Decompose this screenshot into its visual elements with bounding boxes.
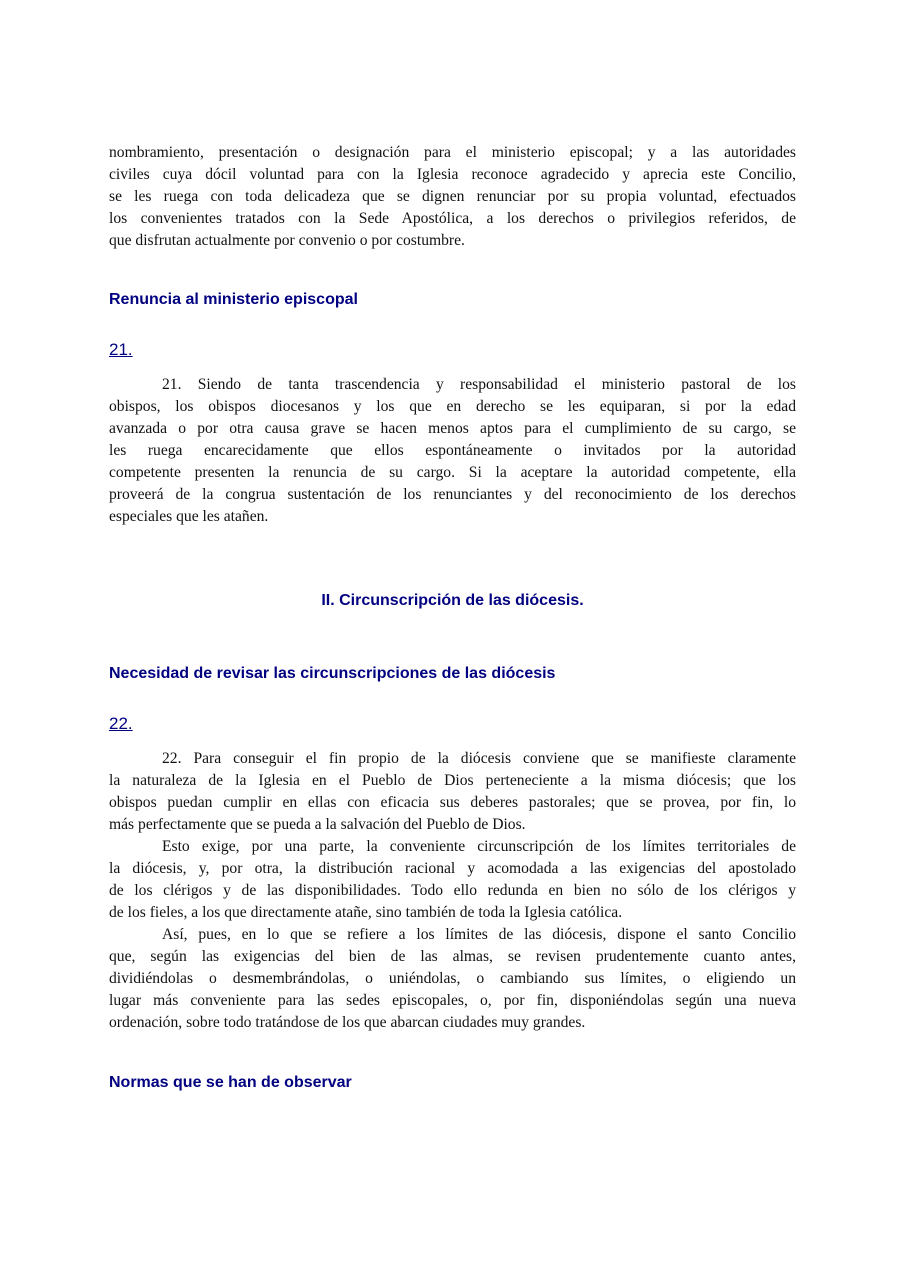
text-line: Así, pues, en lo que se refiere a los límites de las diócesis, dispone el santo Concilio [162,926,796,943]
text-line: les ruega encarecidamente que ellos espontáneamente o invitados por la autoridad [109,442,796,459]
heading-necesidad: Necesidad de revisar las circunscripciones de las diócesis [109,665,556,682]
text-line: la diócesis, y, por otra, la distribución racional y acomodada a las exigencias del apostolado [109,860,796,877]
text-line: competente presenten la renuncia de su cargo. Si la aceptare la autoridad competente, ella [109,464,796,481]
article-21-paragraph [109,374,796,528]
text-line: que, según las exigencias del bien de las almas, se revisen prudentemente cuanto antes, [109,948,796,965]
text-line: lugar más conveniente para las sedes episcopales, o, por fin, disponiéndolas según una nueva [109,992,796,1009]
article-22-text [109,748,796,1034]
text-line: Esto exige, por una parte, la conveniente circunscripción de los límites territoriales de [162,838,796,855]
section-title: II. Circunscripción de las diócesis. [321,592,584,609]
article-21-link[interactable]: 21. [109,340,133,359]
heading-renuncia: Renuncia al ministerio episcopal [109,291,358,308]
text-line: 22. Para conseguir el fin propio de la diócesis conviene que se manifieste claramente [162,750,796,767]
text-line: especiales que les atañen. [109,508,269,525]
intro-paragraph [109,142,796,252]
text-line: dividiéndolas o desmembrándolas, o uniéndolas, o cambiando sus límites, o eligiendo un [109,970,796,987]
text-line: más perfectamente que se pueda a la salvación del Pueblo de Dios. [109,816,526,833]
text-line: obispos puedan cumplir en ellas con eficacia sus deberes pastorales; que se provea, por fin, lo [109,794,796,811]
text-line: obispos, los obispos diocesanos y los que en derecho se les equiparan, si por la edad [109,398,796,415]
text-line: civiles cuya dócil voluntad para con la Iglesia reconoce agradecido y aprecia este Concilio, [109,166,796,183]
text-line: se les ruega con toda delicadeza que se dignen renunciar por su propia voluntad, efectuados [109,188,796,205]
heading-normas: Normas que se han de observar [109,1074,352,1091]
text-line: que disfrutan actualmente por convenio o por costumbre. [109,232,465,249]
text-line: de los clérigos y de las disponibilidades. Todo ello redunda en bien no sólo de los clérigos y [109,882,796,899]
text-line: proveerá de la congrua sustentación de los renunciantes y del reconocimiento de los derechos [109,486,796,503]
text-line: nombramiento, presentación o designación para el ministerio episcopal; y a las autoridades [109,144,796,161]
text-line: avanzada o por otra causa grave se hacen menos aptos para el cumplimiento de su cargo, se [109,420,796,437]
article-22-link[interactable]: 22. [109,714,133,733]
text-line: la naturaleza de la Iglesia en el Pueblo de Dios perteneciente a la misma diócesis; que los [109,772,796,789]
text-line: los convenientes tratados con la Sede Apostólica, a los derechos o privilegios referidos, de [109,210,796,227]
text-line: ordenación, sobre todo tratándose de los que abarcan ciudades muy grandes. [109,1014,586,1031]
text-line: 21. Siendo de tanta trascendencia y responsabilidad el ministerio pastoral de los [162,376,796,393]
text-line: de los fieles, a los que directamente atañe, sino también de toda la Iglesia católica. [109,904,623,921]
